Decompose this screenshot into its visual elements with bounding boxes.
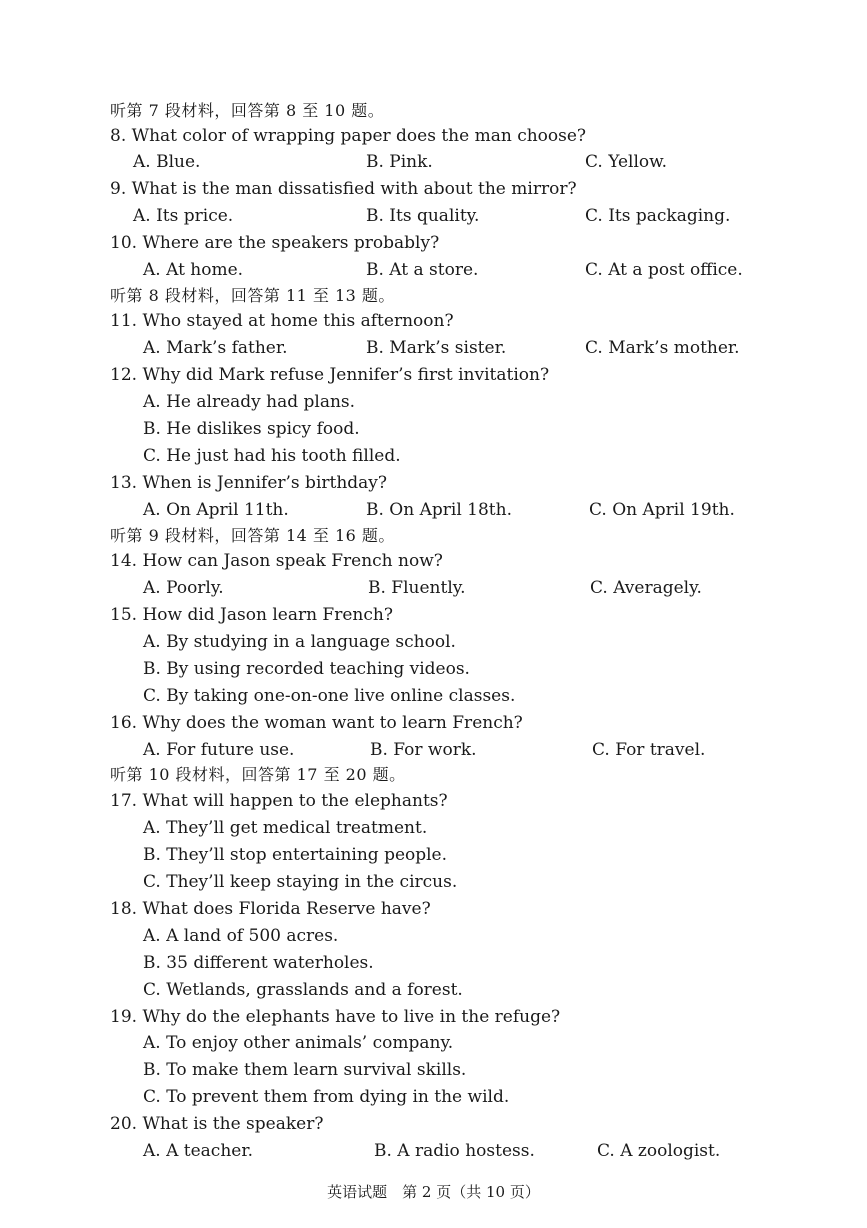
question-15-option-a	[0, 629, 867, 655]
question-12-option-a	[0, 389, 867, 415]
question-15	[0, 602, 867, 628]
question-text: 12. Why did Mark refuse Jennifer’s first invitation?	[110, 365, 550, 385]
option-b: B. 35 different waterholes.	[143, 953, 374, 973]
question-text: 15. How did Jason learn French?	[110, 605, 393, 625]
option-c: C. They’ll keep staying in the circus.	[143, 872, 458, 892]
option-c: C. By taking one-on-one live online classes.	[143, 686, 516, 706]
option-b: B. At a store.	[366, 260, 479, 280]
option-a: A. A land of 500 acres.	[143, 926, 339, 946]
question-19-option-c	[0, 1084, 867, 1110]
option-a: A. At home.	[143, 260, 244, 280]
question-13-options	[0, 497, 867, 523]
option-b: B. He dislikes spicy food.	[143, 419, 360, 439]
question-11	[0, 308, 867, 334]
question-text: 8. What color of wrapping paper does the man choose?	[110, 126, 587, 146]
question-20	[0, 1111, 867, 1137]
option-a: A. A teacher.	[143, 1141, 253, 1161]
option-c: C. Yellow.	[585, 152, 668, 172]
question-20-options	[0, 1138, 867, 1164]
option-a: A. By studying in a language school.	[143, 632, 456, 652]
question-text: 16. Why does the woman want to learn French?	[110, 713, 523, 733]
question-17-option-a	[0, 815, 867, 841]
option-b: B. By using recorded teaching videos.	[143, 659, 470, 679]
question-18-option-a	[0, 923, 867, 949]
question-19-option-b	[0, 1057, 867, 1083]
question-text: 11. Who stayed at home this afternoon?	[110, 311, 454, 331]
option-c: C. To prevent them from dying in the wild.	[143, 1087, 510, 1107]
question-14-options	[0, 575, 867, 601]
section-text: 听第 9 段材料，回答第 14 至 16 题。	[110, 526, 395, 545]
option-a: A. Mark’s father.	[143, 338, 288, 358]
question-13	[0, 470, 867, 496]
section-heading-7	[0, 98, 867, 124]
section-heading-10	[0, 762, 867, 788]
question-15-option-c	[0, 683, 867, 709]
question-17-option-c	[0, 869, 867, 895]
question-text: 10. Where are the speakers probably?	[110, 233, 440, 253]
question-17-option-b	[0, 842, 867, 868]
option-c: C. For travel.	[592, 740, 706, 760]
section-text: 听第 10 段材料，回答第 17 至 20 题。	[110, 765, 406, 784]
question-text: 18. What does Florida Reserve have?	[110, 899, 431, 919]
option-b: B. Pink.	[366, 152, 433, 172]
option-a: A. Its price.	[133, 206, 234, 226]
question-8-options	[0, 149, 867, 175]
question-18-option-b	[0, 950, 867, 976]
section-text: 听第 8 段材料，回答第 11 至 13 题。	[110, 286, 395, 305]
option-a: A. On April 11th.	[143, 500, 289, 520]
option-a: A. Poorly.	[143, 578, 224, 598]
question-14	[0, 548, 867, 574]
option-b: B. For work.	[370, 740, 477, 760]
question-12-option-b	[0, 416, 867, 442]
option-c: C. Averagely.	[590, 578, 702, 598]
question-17	[0, 788, 867, 814]
question-text: 19. Why do the elephants have to live in the refuge?	[110, 1007, 561, 1027]
question-8	[0, 123, 867, 149]
question-10	[0, 230, 867, 256]
option-b: B. Its quality.	[366, 206, 480, 226]
option-b: B. They’ll stop entertaining people.	[143, 845, 448, 865]
option-c: C. A zoologist.	[597, 1141, 721, 1161]
question-9	[0, 176, 867, 202]
option-b: B. A radio hostess.	[374, 1141, 535, 1161]
section-heading-8	[0, 283, 867, 309]
option-a: A. For future use.	[143, 740, 295, 760]
question-text: 20. What is the speaker?	[110, 1114, 324, 1134]
question-19	[0, 1004, 867, 1030]
option-c: C. Wetlands, grasslands and a forest.	[143, 980, 463, 1000]
question-18	[0, 896, 867, 922]
question-text: 17. What will happen to the elephants?	[110, 791, 448, 811]
option-a: A. He already had plans.	[143, 392, 356, 412]
question-15-option-b	[0, 656, 867, 682]
question-16-options	[0, 737, 867, 763]
option-c: C. He just had his tooth filled.	[143, 446, 401, 466]
option-b: B. Fluently.	[368, 578, 466, 598]
option-c: C. Its packaging.	[585, 206, 731, 226]
page-footer: 英语试题 第 2 页（共 10 页）	[327, 1183, 540, 1201]
option-a: A. To enjoy other animals’ company.	[143, 1033, 454, 1053]
section-text: 听第 7 段材料，回答第 8 至 10 题。	[110, 101, 385, 120]
question-9-options	[0, 203, 867, 229]
section-heading-9	[0, 523, 867, 549]
question-text: 14. How can Jason speak French now?	[110, 551, 443, 571]
question-10-options	[0, 257, 867, 283]
question-18-option-c	[0, 977, 867, 1003]
question-19-option-a	[0, 1030, 867, 1056]
question-12-option-c	[0, 443, 867, 469]
option-b: B. Mark’s sister.	[366, 338, 507, 358]
option-b: B. To make them learn survival skills.	[143, 1060, 467, 1080]
option-c: C. Mark’s mother.	[585, 338, 740, 358]
option-c: C. At a post office.	[585, 260, 743, 280]
question-text: 13. When is Jennifer’s birthday?	[110, 473, 388, 493]
question-11-options	[0, 335, 867, 361]
question-16	[0, 710, 867, 736]
option-a: A. Blue.	[133, 152, 201, 172]
option-a: A. They’ll get medical treatment.	[143, 818, 428, 838]
question-text: 9. What is the man dissatisfied with about the mirror?	[110, 179, 577, 199]
question-12	[0, 362, 867, 388]
option-b: B. On April 18th.	[366, 500, 512, 520]
option-c: C. On April 19th.	[589, 500, 735, 520]
